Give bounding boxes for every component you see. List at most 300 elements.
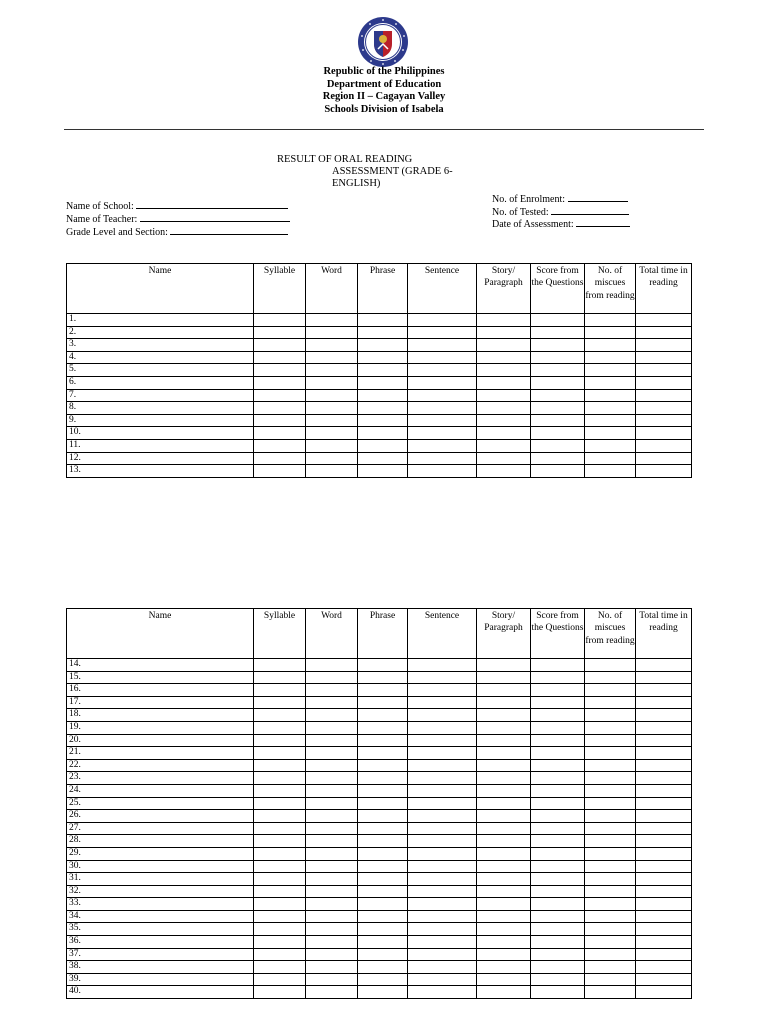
word-cell[interactable] [306,885,358,898]
phrase-cell[interactable] [358,671,408,684]
sentence-cell[interactable] [408,772,477,785]
phrase-cell[interactable] [358,659,408,672]
syllable-cell[interactable] [254,898,306,911]
student-name-cell[interactable]: 34. [67,910,254,923]
total-time-cell[interactable] [636,364,692,377]
word-cell[interactable] [306,973,358,986]
total-time-cell[interactable] [636,721,692,734]
word-cell[interactable] [306,709,358,722]
sentence-cell[interactable] [408,414,477,427]
score-cell[interactable] [531,961,585,974]
syllable-cell[interactable] [254,376,306,389]
syllable-cell[interactable] [254,873,306,886]
syllable-cell[interactable] [254,721,306,734]
story-paragraph-cell[interactable] [477,835,531,848]
syllable-cell[interactable] [254,860,306,873]
miscues-cell[interactable] [585,734,636,747]
student-name-cell[interactable]: 22. [67,759,254,772]
syllable-cell[interactable] [254,452,306,465]
phrase-cell[interactable] [358,885,408,898]
story-paragraph-cell[interactable] [477,339,531,352]
score-cell[interactable] [531,402,585,415]
miscues-cell[interactable] [585,439,636,452]
phrase-cell[interactable] [358,923,408,936]
score-cell[interactable] [531,772,585,785]
sentence-cell[interactable] [408,721,477,734]
story-paragraph-cell[interactable] [477,822,531,835]
story-paragraph-cell[interactable] [477,709,531,722]
miscues-cell[interactable] [585,784,636,797]
syllable-cell[interactable] [254,351,306,364]
sentence-cell[interactable] [408,797,477,810]
student-name-cell[interactable]: 25. [67,797,254,810]
syllable-cell[interactable] [254,339,306,352]
student-name-cell[interactable]: 21. [67,747,254,760]
student-name-cell[interactable]: 40. [67,986,254,999]
syllable-cell[interactable] [254,427,306,440]
story-paragraph-cell[interactable] [477,465,531,478]
total-time-cell[interactable] [636,389,692,402]
story-paragraph-cell[interactable] [477,898,531,911]
score-cell[interactable] [531,659,585,672]
score-cell[interactable] [531,948,585,961]
story-paragraph-cell[interactable] [477,376,531,389]
sentence-cell[interactable] [408,339,477,352]
phrase-cell[interactable] [358,452,408,465]
student-name-cell[interactable]: 30. [67,860,254,873]
phrase-cell[interactable] [358,986,408,999]
sentence-cell[interactable] [408,326,477,339]
story-paragraph-cell[interactable] [477,948,531,961]
score-cell[interactable] [531,364,585,377]
school-name-blank[interactable] [136,199,288,209]
sentence-cell[interactable] [408,810,477,823]
phrase-cell[interactable] [358,721,408,734]
student-name-cell[interactable]: 39. [67,973,254,986]
word-cell[interactable] [306,759,358,772]
word-cell[interactable] [306,986,358,999]
score-cell[interactable] [531,389,585,402]
syllable-cell[interactable] [254,797,306,810]
story-paragraph-cell[interactable] [477,986,531,999]
miscues-cell[interactable] [585,936,636,949]
score-cell[interactable] [531,314,585,327]
student-name-cell[interactable]: 29. [67,847,254,860]
student-name-cell[interactable]: 19. [67,721,254,734]
score-cell[interactable] [531,885,585,898]
phrase-cell[interactable] [358,696,408,709]
total-time-cell[interactable] [636,314,692,327]
total-time-cell[interactable] [636,835,692,848]
total-time-cell[interactable] [636,772,692,785]
word-cell[interactable] [306,910,358,923]
total-time-cell[interactable] [636,961,692,974]
sentence-cell[interactable] [408,910,477,923]
teacher-name-blank[interactable] [140,212,290,222]
story-paragraph-cell[interactable] [477,810,531,823]
total-time-cell[interactable] [636,351,692,364]
student-name-cell[interactable]: 4. [67,351,254,364]
syllable-cell[interactable] [254,772,306,785]
score-cell[interactable] [531,351,585,364]
phrase-cell[interactable] [358,314,408,327]
story-paragraph-cell[interactable] [477,797,531,810]
word-cell[interactable] [306,684,358,697]
enrolment-blank[interactable] [568,192,628,202]
syllable-cell[interactable] [254,326,306,339]
word-cell[interactable] [306,351,358,364]
word-cell[interactable] [306,721,358,734]
assessment-date-field[interactable] [492,217,630,232]
story-paragraph-cell[interactable] [477,452,531,465]
total-time-cell[interactable] [636,671,692,684]
sentence-cell[interactable] [408,465,477,478]
phrase-cell[interactable] [358,389,408,402]
score-cell[interactable] [531,936,585,949]
miscues-cell[interactable] [585,402,636,415]
phrase-cell[interactable] [358,810,408,823]
score-cell[interactable] [531,427,585,440]
syllable-cell[interactable] [254,439,306,452]
syllable-cell[interactable] [254,402,306,415]
sentence-cell[interactable] [408,364,477,377]
miscues-cell[interactable] [585,847,636,860]
sentence-cell[interactable] [408,696,477,709]
word-cell[interactable] [306,427,358,440]
syllable-cell[interactable] [254,389,306,402]
story-paragraph-cell[interactable] [477,696,531,709]
syllable-cell[interactable] [254,822,306,835]
miscues-cell[interactable] [585,326,636,339]
student-name-cell[interactable]: 5. [67,364,254,377]
word-cell[interactable] [306,797,358,810]
story-paragraph-cell[interactable] [477,936,531,949]
story-paragraph-cell[interactable] [477,364,531,377]
total-time-cell[interactable] [636,709,692,722]
story-paragraph-cell[interactable] [477,402,531,415]
score-cell[interactable] [531,860,585,873]
student-name-cell[interactable]: 7. [67,389,254,402]
word-cell[interactable] [306,873,358,886]
word-cell[interactable] [306,376,358,389]
score-cell[interactable] [531,873,585,886]
student-name-cell[interactable]: 9. [67,414,254,427]
syllable-cell[interactable] [254,709,306,722]
syllable-cell[interactable] [254,885,306,898]
score-cell[interactable] [531,376,585,389]
score-cell[interactable] [531,910,585,923]
word-cell[interactable] [306,339,358,352]
syllable-cell[interactable] [254,923,306,936]
syllable-cell[interactable] [254,986,306,999]
student-name-cell[interactable]: 36. [67,936,254,949]
sentence-cell[interactable] [408,427,477,440]
sentence-cell[interactable] [408,948,477,961]
story-paragraph-cell[interactable] [477,659,531,672]
sentence-cell[interactable] [408,986,477,999]
syllable-cell[interactable] [254,465,306,478]
total-time-cell[interactable] [636,747,692,760]
total-time-cell[interactable] [636,696,692,709]
total-time-cell[interactable] [636,784,692,797]
total-time-cell[interactable] [636,339,692,352]
student-name-cell[interactable]: 20. [67,734,254,747]
word-cell[interactable] [306,671,358,684]
total-time-cell[interactable] [636,810,692,823]
word-cell[interactable] [306,402,358,415]
word-cell[interactable] [306,784,358,797]
total-time-cell[interactable] [636,452,692,465]
total-time-cell[interactable] [636,860,692,873]
miscues-cell[interactable] [585,414,636,427]
miscues-cell[interactable] [585,923,636,936]
sentence-cell[interactable] [408,784,477,797]
total-time-cell[interactable] [636,948,692,961]
sentence-cell[interactable] [408,860,477,873]
miscues-cell[interactable] [585,351,636,364]
word-cell[interactable] [306,314,358,327]
miscues-cell[interactable] [585,709,636,722]
sentence-cell[interactable] [408,747,477,760]
syllable-cell[interactable] [254,684,306,697]
score-cell[interactable] [531,696,585,709]
syllable-cell[interactable] [254,364,306,377]
score-cell[interactable] [531,465,585,478]
phrase-cell[interactable] [358,948,408,961]
word-cell[interactable] [306,923,358,936]
miscues-cell[interactable] [585,721,636,734]
phrase-cell[interactable] [358,797,408,810]
score-cell[interactable] [531,784,585,797]
miscues-cell[interactable] [585,671,636,684]
story-paragraph-cell[interactable] [477,439,531,452]
syllable-cell[interactable] [254,910,306,923]
total-time-cell[interactable] [636,923,692,936]
student-name-cell[interactable]: 26. [67,810,254,823]
phrase-cell[interactable] [358,376,408,389]
miscues-cell[interactable] [585,961,636,974]
student-name-cell[interactable]: 14. [67,659,254,672]
score-cell[interactable] [531,759,585,772]
phrase-cell[interactable] [358,364,408,377]
student-name-cell[interactable]: 17. [67,696,254,709]
total-time-cell[interactable] [636,986,692,999]
syllable-cell[interactable] [254,973,306,986]
story-paragraph-cell[interactable] [477,847,531,860]
miscues-cell[interactable] [585,364,636,377]
word-cell[interactable] [306,439,358,452]
score-cell[interactable] [531,898,585,911]
syllable-cell[interactable] [254,314,306,327]
score-cell[interactable] [531,797,585,810]
student-name-cell[interactable]: 24. [67,784,254,797]
total-time-cell[interactable] [636,414,692,427]
student-name-cell[interactable]: 13. [67,465,254,478]
sentence-cell[interactable] [408,847,477,860]
story-paragraph-cell[interactable] [477,414,531,427]
total-time-cell[interactable] [636,402,692,415]
miscues-cell[interactable] [585,314,636,327]
phrase-cell[interactable] [358,835,408,848]
score-cell[interactable] [531,973,585,986]
score-cell[interactable] [531,721,585,734]
syllable-cell[interactable] [254,936,306,949]
phrase-cell[interactable] [358,772,408,785]
total-time-cell[interactable] [636,822,692,835]
student-name-cell[interactable]: 35. [67,923,254,936]
story-paragraph-cell[interactable] [477,747,531,760]
word-cell[interactable] [306,465,358,478]
phrase-cell[interactable] [358,465,408,478]
sentence-cell[interactable] [408,389,477,402]
syllable-cell[interactable] [254,747,306,760]
total-time-cell[interactable] [636,973,692,986]
story-paragraph-cell[interactable] [477,351,531,364]
student-name-cell[interactable]: 16. [67,684,254,697]
sentence-cell[interactable] [408,452,477,465]
student-name-cell[interactable]: 33. [67,898,254,911]
syllable-cell[interactable] [254,734,306,747]
student-name-cell[interactable]: 1. [67,314,254,327]
story-paragraph-cell[interactable] [477,961,531,974]
word-cell[interactable] [306,414,358,427]
miscues-cell[interactable] [585,885,636,898]
word-cell[interactable] [306,822,358,835]
score-cell[interactable] [531,835,585,848]
story-paragraph-cell[interactable] [477,734,531,747]
miscues-cell[interactable] [585,659,636,672]
word-cell[interactable] [306,948,358,961]
phrase-cell[interactable] [358,898,408,911]
syllable-cell[interactable] [254,835,306,848]
syllable-cell[interactable] [254,948,306,961]
phrase-cell[interactable] [358,326,408,339]
student-name-cell[interactable]: 38. [67,961,254,974]
sentence-cell[interactable] [408,961,477,974]
story-paragraph-cell[interactable] [477,860,531,873]
story-paragraph-cell[interactable] [477,427,531,440]
phrase-cell[interactable] [358,961,408,974]
story-paragraph-cell[interactable] [477,326,531,339]
word-cell[interactable] [306,961,358,974]
sentence-cell[interactable] [408,835,477,848]
story-paragraph-cell[interactable] [477,389,531,402]
story-paragraph-cell[interactable] [477,684,531,697]
student-name-cell[interactable]: 32. [67,885,254,898]
miscues-cell[interactable] [585,427,636,440]
story-paragraph-cell[interactable] [477,910,531,923]
total-time-cell[interactable] [636,326,692,339]
total-time-cell[interactable] [636,898,692,911]
syllable-cell[interactable] [254,847,306,860]
story-paragraph-cell[interactable] [477,873,531,886]
syllable-cell[interactable] [254,759,306,772]
grade-section-field[interactable] [66,225,288,240]
phrase-cell[interactable] [358,339,408,352]
miscues-cell[interactable] [585,759,636,772]
student-name-cell[interactable]: 31. [67,873,254,886]
student-name-cell[interactable]: 11. [67,439,254,452]
score-cell[interactable] [531,986,585,999]
miscues-cell[interactable] [585,696,636,709]
word-cell[interactable] [306,936,358,949]
student-name-cell[interactable]: 10. [67,427,254,440]
miscues-cell[interactable] [585,860,636,873]
total-time-cell[interactable] [636,439,692,452]
phrase-cell[interactable] [358,414,408,427]
syllable-cell[interactable] [254,784,306,797]
score-cell[interactable] [531,452,585,465]
story-paragraph-cell[interactable] [477,885,531,898]
miscues-cell[interactable] [585,465,636,478]
miscues-cell[interactable] [585,973,636,986]
phrase-cell[interactable] [358,747,408,760]
sentence-cell[interactable] [408,923,477,936]
grade-section-blank[interactable] [170,225,288,235]
word-cell[interactable] [306,326,358,339]
story-paragraph-cell[interactable] [477,784,531,797]
word-cell[interactable] [306,389,358,402]
phrase-cell[interactable] [358,873,408,886]
word-cell[interactable] [306,734,358,747]
score-cell[interactable] [531,734,585,747]
score-cell[interactable] [531,822,585,835]
phrase-cell[interactable] [358,734,408,747]
phrase-cell[interactable] [358,910,408,923]
total-time-cell[interactable] [636,465,692,478]
sentence-cell[interactable] [408,873,477,886]
total-time-cell[interactable] [636,734,692,747]
sentence-cell[interactable] [408,439,477,452]
miscues-cell[interactable] [585,873,636,886]
syllable-cell[interactable] [254,810,306,823]
miscues-cell[interactable] [585,684,636,697]
sentence-cell[interactable] [408,314,477,327]
word-cell[interactable] [306,659,358,672]
score-cell[interactable] [531,339,585,352]
miscues-cell[interactable] [585,772,636,785]
word-cell[interactable] [306,364,358,377]
word-cell[interactable] [306,696,358,709]
phrase-cell[interactable] [358,402,408,415]
word-cell[interactable] [306,898,358,911]
total-time-cell[interactable] [636,759,692,772]
phrase-cell[interactable] [358,759,408,772]
student-name-cell[interactable]: 18. [67,709,254,722]
total-time-cell[interactable] [636,427,692,440]
sentence-cell[interactable] [408,376,477,389]
syllable-cell[interactable] [254,659,306,672]
phrase-cell[interactable] [358,684,408,697]
miscues-cell[interactable] [585,810,636,823]
sentence-cell[interactable] [408,759,477,772]
phrase-cell[interactable] [358,847,408,860]
word-cell[interactable] [306,772,358,785]
story-paragraph-cell[interactable] [477,772,531,785]
story-paragraph-cell[interactable] [477,759,531,772]
miscues-cell[interactable] [585,898,636,911]
score-cell[interactable] [531,414,585,427]
story-paragraph-cell[interactable] [477,923,531,936]
student-name-cell[interactable]: 3. [67,339,254,352]
sentence-cell[interactable] [408,936,477,949]
total-time-cell[interactable] [636,936,692,949]
score-cell[interactable] [531,923,585,936]
score-cell[interactable] [531,747,585,760]
story-paragraph-cell[interactable] [477,721,531,734]
phrase-cell[interactable] [358,936,408,949]
sentence-cell[interactable] [408,709,477,722]
